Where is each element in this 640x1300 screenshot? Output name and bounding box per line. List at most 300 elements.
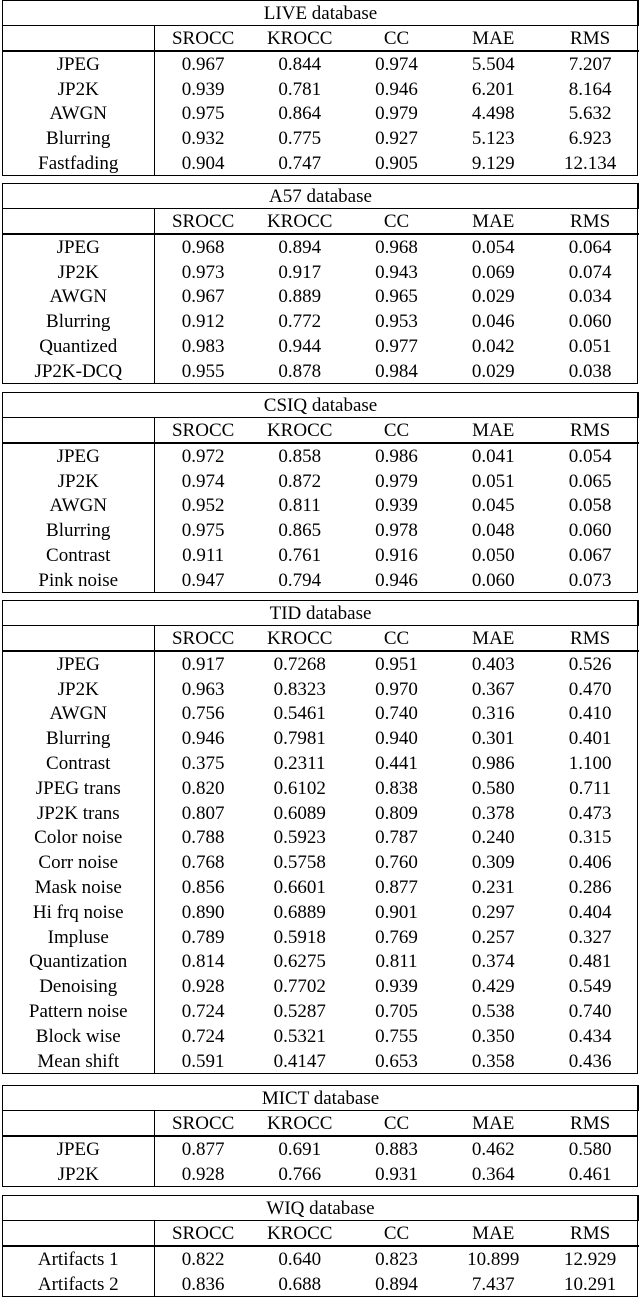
distortion-type-cell: JP2K trans [3,801,155,826]
metric-value-cell: 0.6102 [273,777,326,799]
metric-value-cell: 0.916 [375,545,418,567]
distortion-type-cell: Contrast [3,543,155,568]
metric-value-cell: 0.5758 [273,852,326,874]
metric-value-cell: 0.811 [278,495,321,517]
metric-value-cell: 0.894 [278,236,322,258]
column-header-krocc: KROCC [251,26,348,52]
metric-value-cell: 0.986 [375,445,418,467]
metric-value-cell: 0.5287 [273,1001,326,1023]
distortion-type-cell: JP2K [3,1162,155,1187]
metric-value-cell: 5.504 [471,53,515,75]
metric-value-cell: 0.7981 [273,728,326,750]
column-header-srocc: SROCC [155,418,252,444]
metric-value-cell: 0.912 [181,311,225,333]
metric-value-cell: 0.946 [375,569,418,591]
metric-value-cell: 0.877 [181,1138,225,1160]
metric-value-cell: 0.060 [568,520,612,542]
metric-value-cell: 0.984 [375,360,418,382]
metric-value-cell: 0.042 [471,336,515,358]
distortion-type-cell: Fastfading [3,151,155,176]
table-row [3,234,639,260]
distortion-type-cell: JPEG [3,651,155,677]
table-row [3,443,639,469]
metric-value-cell: 0.822 [181,1248,225,1270]
metric-value-cell: 0.878 [278,360,322,382]
metric-value-cell: 0.406 [568,852,612,874]
distortion-type-cell: Quantized [3,334,155,359]
metric-value-cell: 0.953 [375,311,418,333]
column-header-mae: MAE [445,209,542,235]
metric-value-cell: 0.375 [181,753,225,775]
table-row [3,900,639,925]
metric-value-cell: 0.724 [181,1025,225,1047]
metric-value-cell: 0.069 [471,261,515,283]
distortion-type-cell: JP2K [3,677,155,702]
column-header-row [3,1221,639,1247]
distortion-type-cell: Color noise [3,826,155,851]
distortion-type-cell: Blurring [3,126,155,151]
metric-value-cell: 0.979 [375,103,418,125]
metric-value-cell: 10.899 [467,1248,520,1270]
metric-value-cell: 0.6275 [273,951,326,973]
metric-value-cell: 0.928 [181,1163,225,1185]
metric-value-cell: 0.889 [278,286,322,308]
metric-value-cell: 0.050 [471,545,515,567]
metric-value-cell: 0.928 [181,976,225,998]
metric-value-cell: 0.755 [375,1025,418,1047]
metric-value-cell: 0.940 [375,728,418,750]
metric-value-cell: 0.705 [375,1001,418,1023]
metric-value-cell: 0.045 [471,495,515,517]
metric-value-cell: 0.838 [375,777,418,799]
metric-value-cell: 0.378 [471,802,515,824]
distortion-type-cell: Mask noise [3,875,155,900]
column-header-srocc: SROCC [155,1111,252,1137]
metric-value-cell: 0.955 [181,360,225,382]
metric-value-cell: 0.470 [568,678,612,700]
table-row [3,51,639,77]
column-header-cc: CC [348,1221,445,1247]
metric-value-cell: 0.904 [181,153,225,175]
table-row [3,826,639,851]
table-row [3,1136,639,1162]
metric-value-cell: 0.549 [568,976,612,998]
metric-value-cell: 0.2311 [273,753,326,775]
table-row [3,543,639,568]
distortion-type-cell: Contrast [3,751,155,776]
metric-value-cell: 0.890 [181,901,225,923]
metric-value-cell: 0.074 [568,261,612,283]
metric-value-cell: 0.823 [375,1248,418,1270]
header-corner [3,418,155,444]
table-title: A57 database [3,184,639,209]
metric-value-cell: 0.038 [568,360,612,382]
column-header-rms: RMS [542,626,639,652]
metric-value-cell: 0.060 [568,311,612,333]
metric-value-cell: 0.858 [278,445,322,467]
metric-value-cell: 0.4147 [273,1050,326,1072]
metric-value-cell: 0.034 [568,286,612,308]
column-header-mae: MAE [445,626,542,652]
metric-value-cell: 0.968 [375,236,418,258]
column-header-row [3,1111,639,1137]
metric-value-cell: 0.931 [375,1163,418,1185]
metric-value-cell: 0.5321 [273,1025,326,1047]
column-header-srocc: SROCC [155,1221,252,1247]
metric-value-cell: 0.315 [568,827,612,849]
database-table [2,1195,639,1297]
table-row [3,1049,639,1074]
table-row [3,285,639,310]
header-corner [3,1221,155,1247]
metric-value-cell: 0.404 [568,901,612,923]
table-row [3,751,639,776]
metric-value-cell: 0.286 [568,877,612,899]
metric-value-cell: 0.968 [181,236,225,258]
column-header-cc: CC [348,626,445,652]
metric-value-cell: 0.946 [181,728,225,750]
metric-value-cell: 0.640 [278,1248,322,1270]
metric-value-cell: 0.975 [181,520,225,542]
metric-value-cell: 0.811 [375,951,418,973]
table-row [3,651,639,677]
metric-value-cell: 0.975 [181,103,225,125]
metric-value-cell: 0.872 [278,470,322,492]
metric-value-cell: 0.788 [181,827,225,849]
column-header-row [3,418,639,444]
metric-value-cell: 0.309 [471,852,515,874]
metric-value-cell: 0.580 [568,1138,612,1160]
metric-value-cell: 0.461 [568,1163,612,1185]
table-row [3,925,639,950]
metric-value-cell: 10.291 [563,1273,617,1295]
distortion-type-cell: JP2K [3,77,155,102]
column-header-krocc: KROCC [251,1111,348,1137]
metric-value-cell: 0.844 [278,53,322,75]
metric-value-cell: 0.979 [375,470,418,492]
distortion-type-cell: Quantization [3,950,155,975]
metric-value-cell: 0.327 [568,926,612,948]
table-row [3,726,639,751]
distortion-type-cell: JPEG [3,51,155,77]
metric-value-cell: 0.760 [375,852,418,874]
metric-value-cell: 0.526 [568,653,612,675]
table-row [3,702,639,727]
metric-value-cell: 0.836 [181,1273,225,1295]
table-row [3,260,639,285]
table-row [3,518,639,543]
metric-value-cell: 0.740 [375,703,418,725]
metric-value-cell: 0.060 [471,569,515,591]
database-table [2,600,639,1074]
column-header-mae: MAE [445,26,542,52]
metric-value-cell: 0.724 [181,1001,225,1023]
column-header-cc: CC [348,418,445,444]
metric-value-cell: 0.905 [375,153,418,175]
metric-value-cell: 0.864 [278,103,322,125]
column-header-krocc: KROCC [251,418,348,444]
column-header-mae: MAE [445,1221,542,1247]
distortion-type-cell: AWGN [3,702,155,727]
metric-value-cell: 0.761 [278,545,322,567]
metric-value-cell: 0.983 [181,336,225,358]
table-title: TID database [3,601,639,626]
column-header-row [3,209,639,235]
table-title-row [3,1,639,26]
distortion-type-cell: Hi frq noise [3,900,155,925]
metric-value-cell: 0.048 [471,520,515,542]
distortion-type-cell: Blurring [3,309,155,334]
table-row [3,359,639,384]
column-header-cc: CC [348,26,445,52]
table-row [3,776,639,801]
column-header-krocc: KROCC [251,209,348,235]
metric-value-cell: 0.927 [375,128,418,150]
metric-value-cell: 0.051 [471,470,515,492]
distortion-type-cell: Pattern noise [3,999,155,1024]
table-title-row [3,393,639,418]
metric-value-cell: 0.947 [181,569,225,591]
database-table [2,392,639,593]
metric-value-cell: 0.5918 [273,926,326,948]
metric-value-cell: 0.973 [181,261,225,283]
metric-value-cell: 0.297 [471,901,515,923]
column-header-srocc: SROCC [155,626,252,652]
table-title: WIQ database [3,1196,639,1221]
metric-value-cell: 8.164 [568,78,612,100]
metric-value-cell: 0.772 [278,311,322,333]
metric-value-cell: 0.5923 [273,827,326,849]
distortion-type-cell: Pink noise [3,568,155,593]
metric-value-cell: 0.231 [471,877,515,899]
metric-value-cell: 0.653 [375,1050,418,1072]
metric-value-cell: 0.963 [181,678,225,700]
header-corner [3,626,155,652]
metric-value-cell: 0.856 [181,877,225,899]
metric-value-cell: 0.756 [181,703,225,725]
metric-value-cell: 0.054 [471,236,515,258]
distortion-type-cell: Blurring [3,518,155,543]
table-title-row [3,601,639,626]
metric-value-cell: 0.939 [181,78,225,100]
metric-value-cell: 5.632 [568,103,612,125]
column-header-krocc: KROCC [251,626,348,652]
column-header-mae: MAE [445,1111,542,1137]
metric-value-cell: 0.462 [471,1138,515,1160]
metric-value-cell: 0.301 [471,728,515,750]
metric-value-cell: 0.436 [568,1050,612,1072]
metric-value-cell: 0.970 [375,678,418,700]
metric-value-cell: 0.429 [471,976,515,998]
metric-value-cell: 0.403 [471,653,515,675]
metric-value-cell: 0.883 [375,1138,418,1160]
metric-value-cell: 0.794 [278,569,322,591]
table-row [3,309,639,334]
table-row [3,801,639,826]
table-row [3,999,639,1024]
table-row [3,77,639,102]
column-header-cc: CC [348,1111,445,1137]
metric-value-cell: 0.688 [278,1273,322,1295]
table-row [3,850,639,875]
metric-value-cell: 0.481 [568,951,612,973]
metric-value-cell: 0.747 [278,153,322,175]
metric-value-cell: 0.901 [375,901,418,923]
table-title: CSIQ database [3,393,639,418]
table-row [3,334,639,359]
column-header-rms: RMS [542,1221,639,1247]
metric-value-cell: 0.054 [568,445,612,467]
metric-value-cell: 0.046 [471,311,515,333]
metric-value-cell: 0.768 [181,852,225,874]
database-table [2,1085,639,1187]
table-row [3,974,639,999]
distortion-type-cell: Mean shift [3,1049,155,1074]
metric-value-cell: 0.6601 [273,877,326,899]
metric-value-cell: 0.434 [568,1025,612,1047]
metric-value-cell: 0.441 [375,753,418,775]
metric-value-cell: 0.8323 [273,678,326,700]
metric-value-cell: 0.965 [375,286,418,308]
metric-value-cell: 0.058 [568,495,612,517]
metric-value-cell: 0.917 [181,653,225,675]
table-row [3,568,639,593]
metric-value-cell: 0.065 [568,470,612,492]
metric-value-cell: 0.974 [181,470,225,492]
distortion-type-cell: Corr noise [3,850,155,875]
header-corner [3,209,155,235]
table-row [3,151,639,176]
table-row [3,102,639,127]
metric-value-cell: 4.498 [471,103,515,125]
metric-value-cell: 0.977 [375,336,418,358]
header-corner [3,26,155,52]
metric-value-cell: 0.946 [375,78,418,100]
distortion-type-cell: Block wise [3,1024,155,1049]
metric-value-cell: 12.134 [563,153,617,175]
metric-value-cell: 0.067 [568,545,612,567]
distortion-type-cell: JPEG trans [3,776,155,801]
metric-value-cell: 0.781 [278,78,322,100]
metric-value-cell: 0.073 [568,569,612,591]
metric-value-cell: 1.100 [568,753,612,775]
metric-value-cell: 0.974 [375,53,418,75]
metric-value-cell: 0.789 [181,926,225,948]
metric-value-cell: 9.129 [471,153,515,175]
metric-value-cell: 0.865 [278,520,322,542]
metric-value-cell: 0.029 [471,360,515,382]
metric-value-cell: 0.257 [471,926,515,948]
distortion-type-cell: Artifacts 2 [3,1272,155,1297]
metric-value-cell: 0.967 [181,53,225,75]
metric-value-cell: 0.358 [471,1050,515,1072]
column-header-srocc: SROCC [155,26,252,52]
column-header-srocc: SROCC [155,209,252,235]
metric-value-cell: 0.766 [278,1163,322,1185]
metric-value-cell: 0.5461 [273,703,326,725]
metric-value-cell: 0.775 [278,128,322,150]
column-header-mae: MAE [445,418,542,444]
metric-value-cell: 0.787 [375,827,418,849]
metric-value-cell: 0.591 [181,1050,225,1072]
metric-value-cell: 0.911 [182,545,225,567]
database-table [2,183,639,384]
metric-value-cell: 6.923 [568,128,612,150]
metric-value-cell: 0.316 [471,703,515,725]
metric-value-cell: 0.877 [375,877,418,899]
metric-value-cell: 0.041 [471,445,515,467]
metric-value-cell: 0.7702 [273,976,326,998]
table-row [3,1024,639,1049]
table-title-row [3,1086,639,1111]
distortion-type-cell: JP2K-DCQ [3,359,155,384]
table-row [3,494,639,519]
metric-value-cell: 0.473 [568,802,612,824]
metric-value-cell: 0.7268 [273,653,326,675]
metric-value-cell: 0.064 [568,236,612,258]
table-title: LIVE database [3,1,639,26]
metric-value-cell: 0.580 [471,777,515,799]
metric-value-cell: 0.538 [471,1001,515,1023]
metric-value-cell: 0.807 [181,802,225,824]
metric-value-cell: 0.691 [278,1138,322,1160]
column-header-row [3,26,639,52]
column-header-rms: RMS [542,26,639,52]
metric-value-cell: 0.711 [569,777,612,799]
table-row [3,126,639,151]
distortion-type-cell: JPEG [3,1136,155,1162]
metric-value-cell: 0.917 [278,261,322,283]
column-header-row [3,626,639,652]
table-row [3,1272,639,1297]
table-title-row [3,1196,639,1221]
metric-value-cell: 0.943 [375,261,418,283]
table-row [3,1162,639,1187]
metric-value-cell: 0.769 [375,926,418,948]
metric-value-cell: 0.374 [471,951,515,973]
table-row [3,875,639,900]
distortion-type-cell: AWGN [3,285,155,310]
distortion-type-cell: JPEG [3,443,155,469]
distortion-type-cell: AWGN [3,494,155,519]
distortion-type-cell: JPEG [3,234,155,260]
metric-value-cell: 0.367 [471,678,515,700]
metric-value-cell: 0.364 [471,1163,515,1185]
metric-value-cell: 7.207 [568,53,612,75]
metric-value-cell: 0.939 [375,976,418,998]
metric-value-cell: 0.814 [181,951,225,973]
metric-value-cell: 0.972 [181,445,225,467]
distortion-type-cell: JP2K [3,469,155,494]
metric-value-cell: 6.201 [471,78,515,100]
table-row [3,1246,639,1272]
table-title-row [3,184,639,209]
metric-value-cell: 0.401 [568,728,612,750]
metric-value-cell: 0.978 [375,520,418,542]
table-title: MICT database [3,1086,639,1111]
metric-value-cell: 0.932 [181,128,225,150]
metric-value-cell: 0.809 [375,802,418,824]
column-header-krocc: KROCC [251,1221,348,1247]
metric-value-cell: 0.6089 [273,802,326,824]
metric-value-cell: 0.6889 [273,901,326,923]
distortion-type-cell: Blurring [3,726,155,751]
metric-value-cell: 0.951 [375,653,418,675]
table-row [3,677,639,702]
table-row [3,469,639,494]
metric-value-cell: 0.894 [375,1273,418,1295]
metric-value-cell: 0.986 [471,753,515,775]
